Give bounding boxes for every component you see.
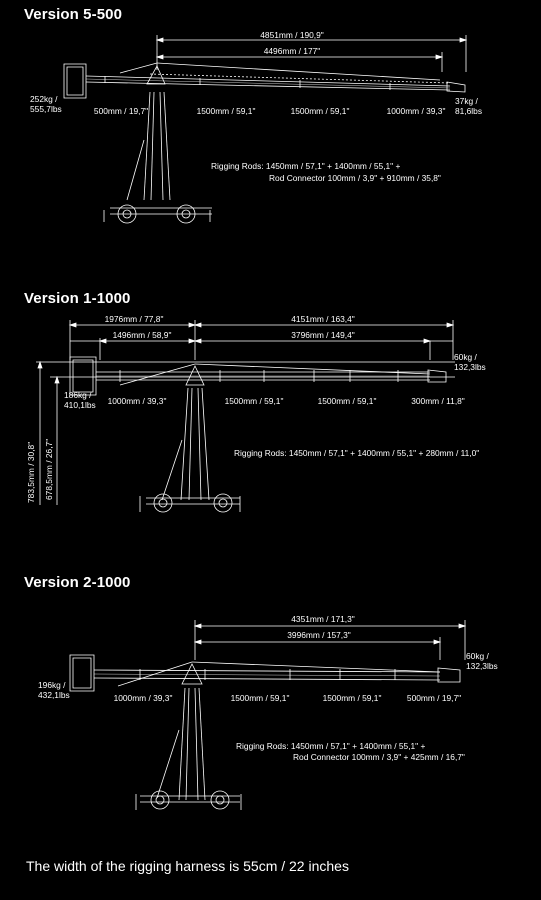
dim-front-length: 3796mm / 149,4"	[291, 330, 355, 340]
front-weight-label: 37kg / 81,6lbs	[455, 96, 483, 116]
segment-4-label: 1000mm / 39,3"	[386, 106, 446, 116]
dim-rear-length: 1976mm / 77,8"	[104, 314, 164, 324]
rigging-rods-line-2: Rod Connector 100mm / 3,9" + 910mm / 35,8"	[269, 173, 441, 183]
segment-4-label: 300mm / 11,8"	[411, 396, 465, 406]
harness-width-note: The width of the rigging harness is 55cm / 22 inches	[26, 858, 349, 874]
rear-weight-label: 252kg / 555,7lbs	[30, 94, 62, 114]
segment-1-label: 1000mm / 39,3"	[113, 693, 173, 703]
rigging-rods-line-1: Rigging Rods: 1450mm / 57,1" + 1400mm / 55,1" +	[236, 741, 426, 751]
rigging-rods-line-1: Rigging Rods: 1450mm / 57,1" + 1400mm / 55,1" +	[211, 161, 401, 171]
height-max-label: 783,5mm / 30,8"	[26, 441, 36, 503]
segment-3-label: 1500mm / 59,1"	[290, 106, 350, 116]
segment-2-label: 1500mm / 59,1"	[224, 396, 284, 406]
segment-2-label: 1500mm / 59,1"	[196, 106, 256, 116]
dim-front-length: 3996mm / 157,3"	[287, 630, 351, 640]
segment-3-label: 1500mm / 59,1"	[322, 693, 382, 703]
rear-weight-label: 186kg / 410,1lbs	[64, 390, 96, 410]
version-5-500-title: Version 5-500	[24, 6, 123, 23]
version-1-1000-title: Version 1-1000	[24, 290, 131, 307]
dim-rear-inner-length: 1496mm / 58,9"	[112, 330, 172, 340]
crane-drawing-version-1-1000	[0, 300, 541, 530]
crane-drawing-version-2-1000	[0, 600, 541, 830]
rigging-rods-line-1: Rigging Rods: 1450mm / 57,1" + 1400mm / 55,1" + 280mm / 11,0"	[234, 448, 480, 458]
height-min-label: 678,5mm / 26,7"	[44, 438, 54, 500]
rear-weight-label: 196kg / 432,1lbs	[38, 680, 70, 700]
segment-1-label: 500mm / 19,7"	[93, 106, 149, 116]
segment-3-label: 1500mm / 59,1"	[317, 396, 377, 406]
dim-total-length: 4351mm / 171,3"	[291, 614, 355, 624]
dim-total-length: 4851mm / 190,9"	[260, 30, 324, 40]
dim-total-length: 4151mm / 163,4"	[291, 314, 355, 324]
front-weight-label: 60kg / 132,3lbs	[454, 352, 486, 372]
front-weight-label: 60kg / 132,3lbs	[466, 651, 498, 671]
version-2-1000-title: Version 2-1000	[24, 574, 131, 591]
segment-1-label: 1000mm / 39,3"	[107, 396, 167, 406]
segment-2-label: 1500mm / 59,1"	[230, 693, 290, 703]
dim-front-length: 4496mm / 177"	[263, 46, 321, 56]
rigging-rods-line-2: Rod Connector 100mm / 3,9" + 425mm / 16,7"	[293, 752, 465, 762]
segment-4-label: 500mm / 19,7"	[406, 693, 462, 703]
